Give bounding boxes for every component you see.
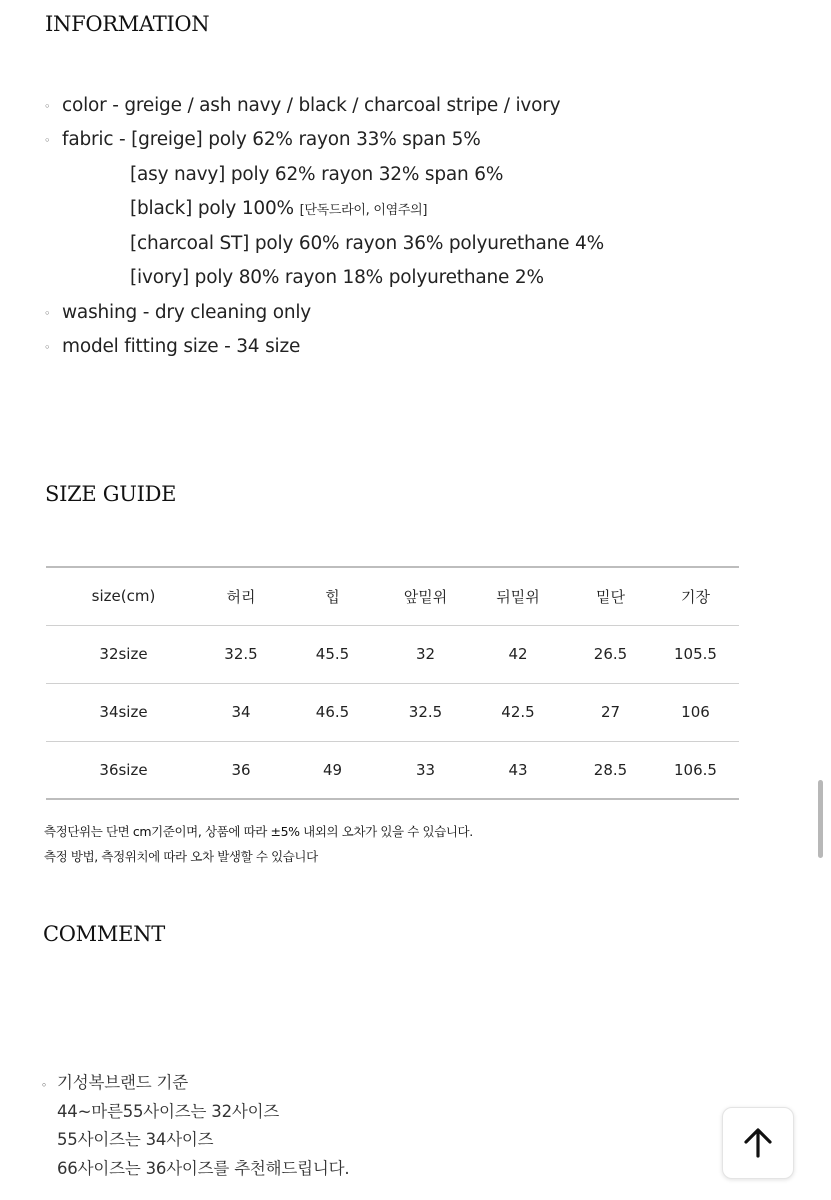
table-header-row [46, 567, 739, 625]
table-cell: 49 [281, 741, 384, 799]
bullet-model: ◦ [44, 341, 51, 354]
table-cell: 106.5 [652, 741, 739, 799]
header-length: 기장 [652, 567, 739, 625]
header-back-rise: 뒤밑위 [467, 567, 569, 625]
table-row [46, 741, 739, 799]
size-table [46, 566, 739, 800]
bullet-fabric: ◦ [44, 134, 51, 147]
measurement-method-note: 측정 방법, 측정위치에 따라 오차 발생할 수 있습니다 [44, 849, 318, 864]
table-cell: 27 [569, 683, 652, 741]
measurement-note: 측정단위는 단면 cm기준이며, 상품에 따라 ±5% 내외의 오차가 있을 수 있습니다. [44, 824, 473, 839]
table-cell: 36 [201, 741, 281, 799]
table-cell: 28.5 [569, 741, 652, 799]
comment-line: 기성복브랜드 기준 [57, 1073, 188, 1092]
table-cell: 32 [384, 625, 467, 683]
info-fabric-ivory: [ivory] poly 80% rayon 18% polyurethane 2% [130, 267, 544, 288]
table-cell: 32size [46, 625, 201, 683]
bullet-washing: ◦ [44, 307, 51, 320]
table-cell: 34size [46, 683, 201, 741]
table-cell: 43 [467, 741, 569, 799]
header-hip: 힙 [281, 567, 384, 625]
table-cell: 33 [384, 741, 467, 799]
info-fabric-asy-navy: [asy navy] poly 62% rayon 32% span 6% [130, 164, 504, 185]
table-cell: 32.5 [201, 625, 281, 683]
information-title: INFORMATION [45, 12, 210, 36]
info-fabric-greige: fabric - [greige] poly 62% rayon 33% span 5% [62, 129, 481, 150]
scrollbar[interactable] [818, 780, 823, 858]
comment-title: COMMENT [43, 922, 165, 946]
table-cell: 32.5 [384, 683, 467, 741]
table-cell: 106 [652, 683, 739, 741]
info-fabric-charcoal: [charcoal ST] poly 60% rayon 36% polyurethane 4% [130, 233, 604, 254]
header-front-rise: 앞밑위 [384, 567, 467, 625]
table-cell: 45.5 [281, 625, 384, 683]
table-cell: 46.5 [281, 683, 384, 741]
table-cell: 105.5 [652, 625, 739, 683]
comment-line: 55사이즈는 34사이즈 [57, 1130, 214, 1149]
table-row [46, 625, 739, 683]
table-cell: 34 [201, 683, 281, 741]
scroll-to-top-button[interactable] [722, 1107, 794, 1179]
info-fabric-black [130, 198, 427, 222]
comment-line: 66사이즈는 36사이즈를 추천해드립니다. [57, 1159, 350, 1178]
comment-bullet: 。 [42, 1075, 53, 1088]
size-guide-title: SIZE GUIDE [45, 482, 177, 506]
info-color: color - greige / ash navy / black / charcoal stripe / ivory [62, 95, 561, 116]
comment-line: 44~마른55사이즈는 32사이즈 [57, 1102, 280, 1121]
header-hem: 밑단 [569, 567, 652, 625]
info-fabric-black-text: [black] poly 100% [130, 198, 300, 219]
info-fabric-black-note: [단독드라이, 이염주의] [299, 203, 428, 218]
bullet-color: ◦ [44, 100, 51, 113]
table-row [46, 683, 739, 741]
header-waist: 허리 [201, 567, 281, 625]
header-size: size(cm) [46, 567, 201, 625]
table-cell: 36size [46, 741, 201, 799]
table-cell: 42 [467, 625, 569, 683]
info-washing: washing - dry cleaning only [62, 302, 312, 323]
info-model-size: model fitting size - 34 size [62, 336, 301, 357]
arrow-up-icon [741, 1126, 775, 1160]
table-cell: 42.5 [467, 683, 569, 741]
table-cell: 26.5 [569, 625, 652, 683]
